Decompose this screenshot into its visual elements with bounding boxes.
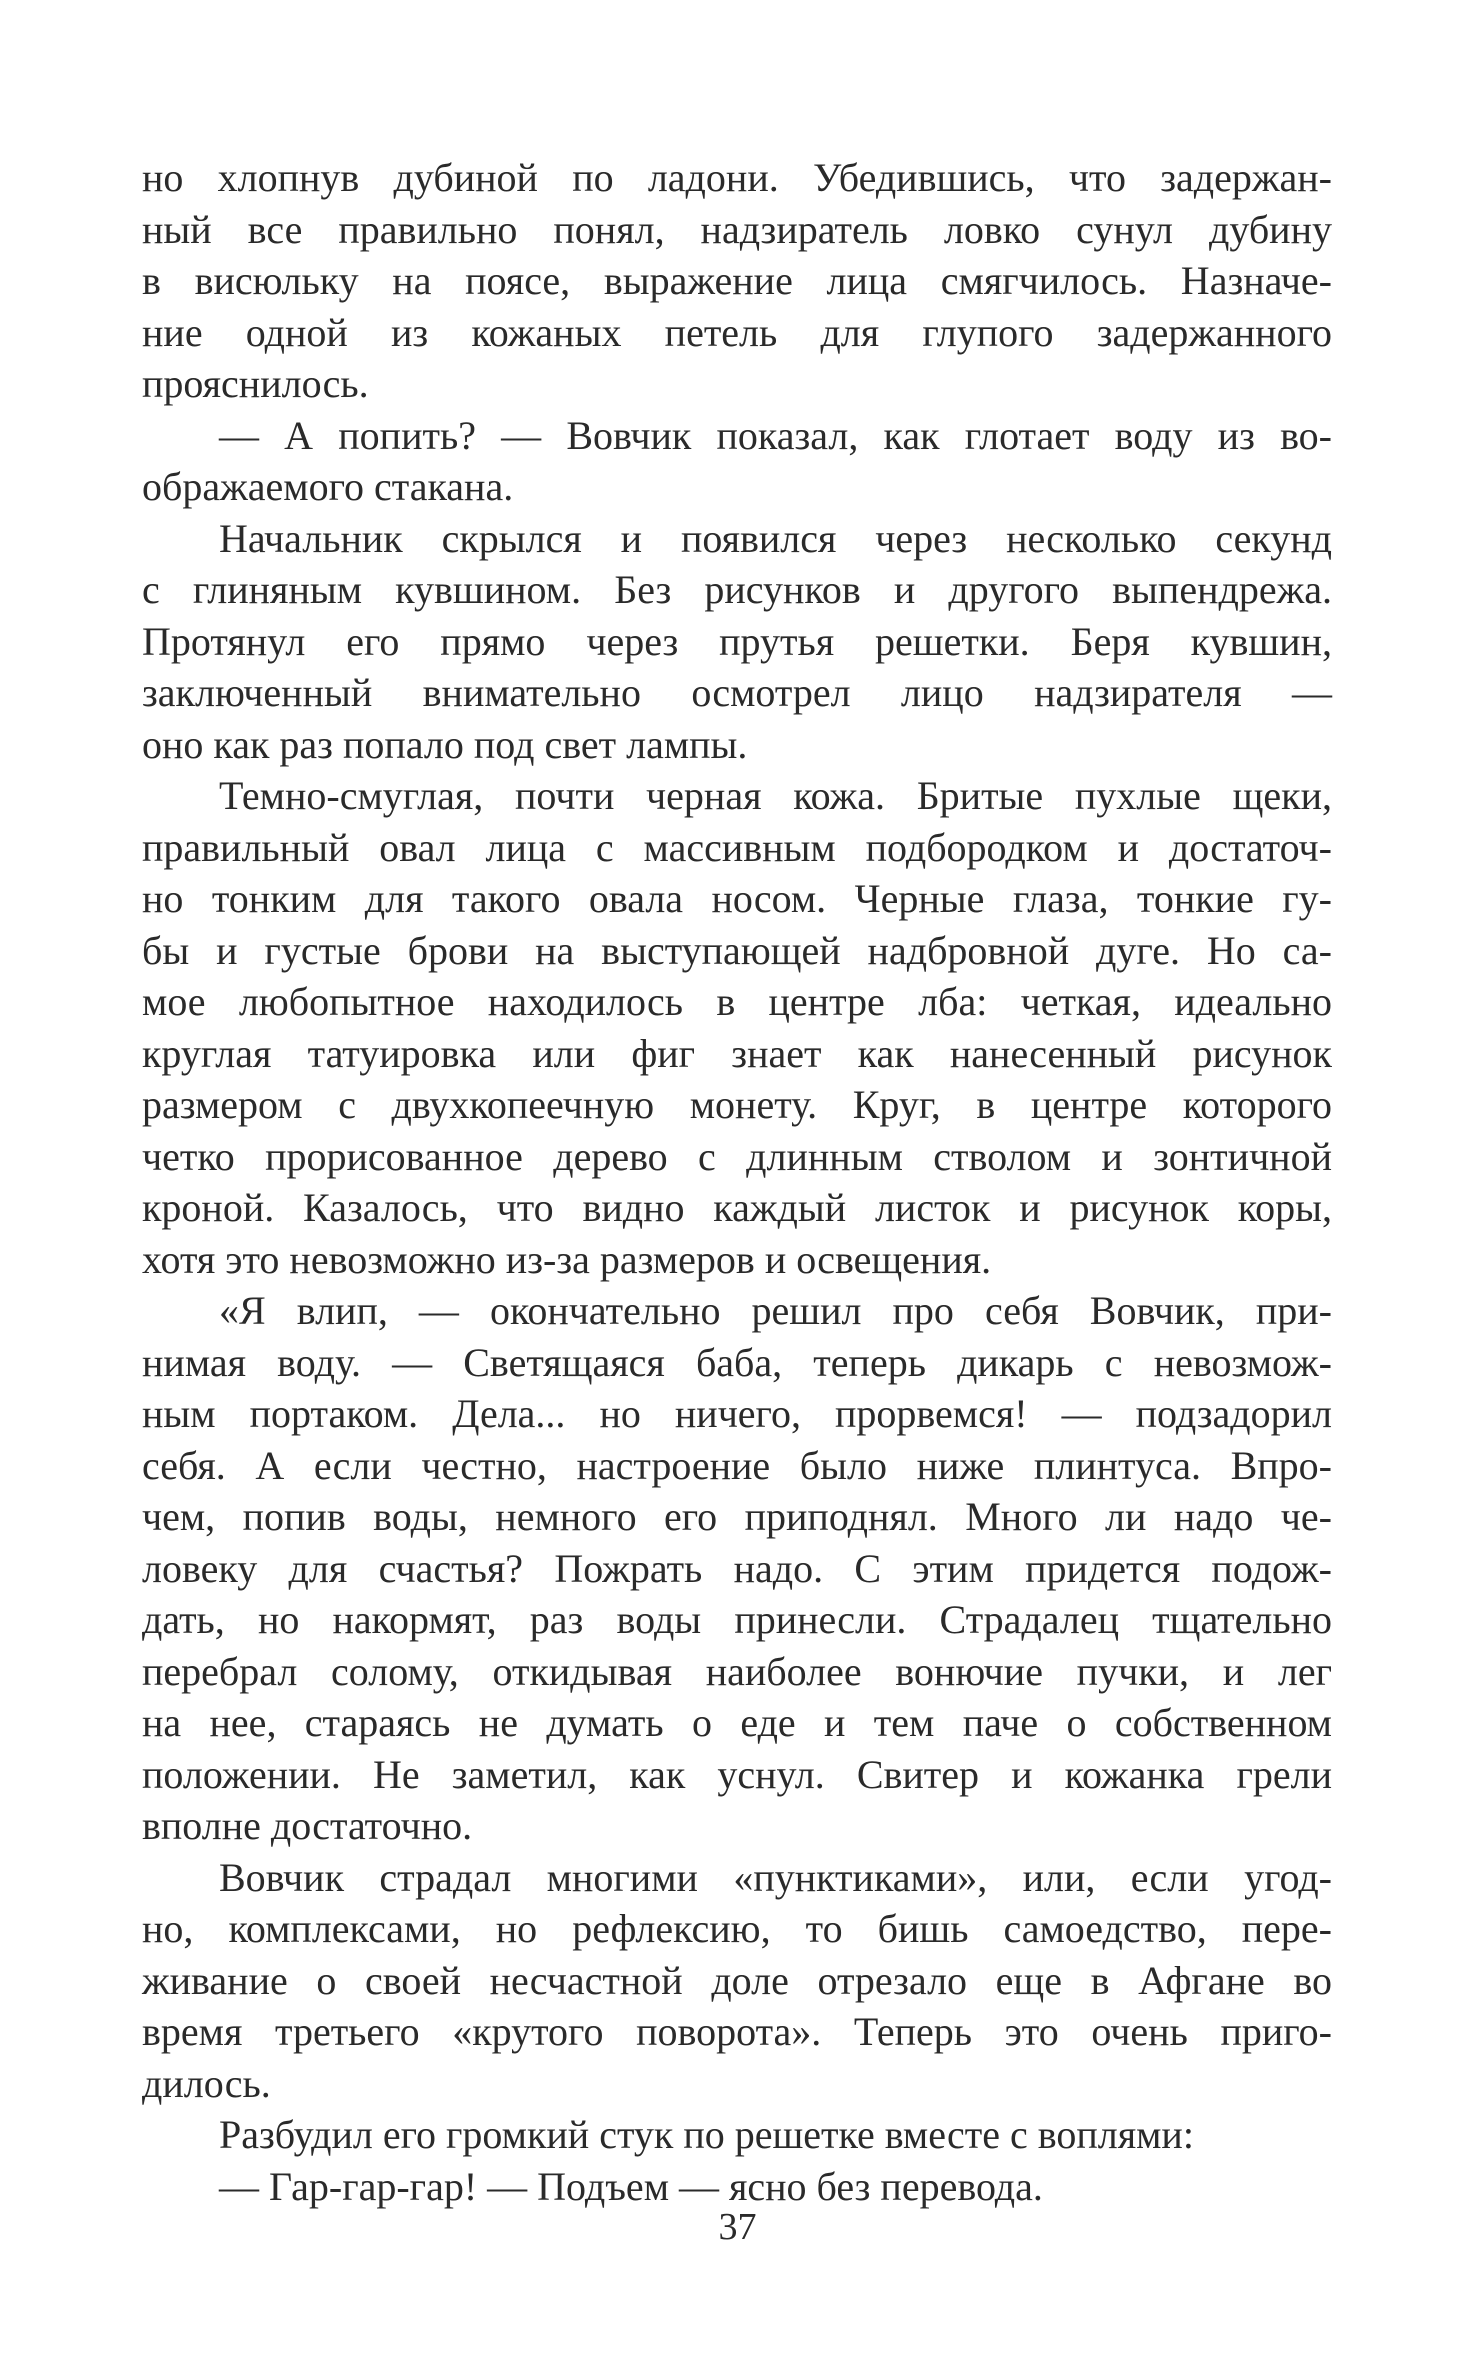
text-line: ный все правильно понял, надзиратель ловко сунул дубину	[142, 206, 1332, 252]
text-line: ловеку для счастья? Пожрать надо. С этим придется подож-	[142, 1545, 1332, 1591]
text-line: «Я влип, — окончательно решил про себя Вовчик, при-	[219, 1288, 1332, 1333]
text-line: четко прорисованное дерево с длинным стволом и зонтичной	[142, 1133, 1332, 1179]
text-line: ние одной из кожаных петель для глупого задержанного	[142, 309, 1332, 355]
text-line: ображаемого стакана.	[142, 464, 514, 509]
text-line: живание о своей несчастной доле отрезало еще в Афгане во	[142, 1957, 1332, 2003]
text-line: мое любопытное находилось в центре лба: четкая, идеально	[142, 979, 1332, 1024]
text-line: дилось.	[142, 2060, 271, 2106]
text-line: перебрал солому, откидывая наиболее вонючие пучки, и лег	[142, 1648, 1332, 1694]
text-line: — Гар-гар-гар! — Подъем — ясно без перевода.	[219, 2163, 1043, 2209]
text-line: Темно-смуглая, почти черная кожа. Бритые пухлые щеки,	[219, 773, 1332, 818]
text-line: в висюльку на поясе, выражение лица смягчилось. Назначе-	[142, 258, 1332, 303]
text-line: оно как раз попало под свет лампы.	[142, 721, 748, 767]
text-line: положении. Не заметил, как уснул. Свитер и кожанка грели	[142, 1751, 1332, 1797]
text-line: вполне достаточно.	[142, 1803, 473, 1848]
text-line: Разбудил его громкий стук по решетке вместе с воплями:	[219, 2112, 1194, 2157]
text-line: хотя это невозможно из-за размеров и освещения.	[142, 1236, 992, 1282]
text-line: на нее, стараясь не думать о еде и тем паче о собственном	[142, 1700, 1332, 1745]
text-line: но, комплексами, но рефлексию, то бишь самоедство, пере-	[142, 1906, 1332, 1951]
text-line: Протянул его прямо через прутья решетки. Беря кувшин,	[142, 618, 1332, 664]
text-line: прояснилось.	[142, 361, 369, 406]
text-line: Начальник скрылся и появился через несколько секунд	[219, 515, 1332, 561]
text-line: заключенный внимательно осмотрел лицо надзирателя —	[142, 670, 1332, 715]
text-line: круглая татуировка или фиг знает как нанесенный рисунок	[142, 1030, 1332, 1076]
text-line: — А попить? — Вовчик показал, как глотает воду из во-	[219, 412, 1332, 458]
page-number: 37	[718, 2206, 757, 2248]
text-line: размером с двухкопеечную монету. Круг, в центре которого	[142, 1082, 1332, 1127]
text-line: ным портаком. Дела... но ничего, прорвемся! — подзадорил	[142, 1391, 1332, 1436]
text-line: чем, попив воды, немного его приподнял. Много ли надо че-	[142, 1494, 1332, 1539]
text-line: время третьего «крутого поворота». Теперь это очень приго-	[142, 2009, 1332, 2054]
body-text	[142, 152, 1332, 2212]
text-line: но тонким для такого овала носом. Черные глаза, тонкие гу-	[142, 876, 1332, 921]
text-line: правильный овал лица с массивным подбородком и достаточ-	[142, 824, 1332, 870]
text-line: с глиняным кувшином. Без рисунков и другого выпендрежа.	[142, 567, 1332, 612]
text-line: дать, но накормят, раз воды принесли. Страдалец тщательно	[142, 1597, 1332, 1642]
text-line: бы и густые брови на выступающей надбровной дуге. Но са-	[142, 927, 1332, 973]
text-line: но хлопнув дубиной по ладони. Убедившись, что задержан-	[142, 155, 1332, 200]
text-line: Вовчик страдал многими «пунктиками», или, если угод-	[219, 1854, 1332, 1900]
text-line: нимая воду. — Светящаяся баба, теперь дикарь с невозмож-	[142, 1339, 1332, 1385]
text-line: себя. А если честно, настроение было ниже плинтуса. Впро-	[142, 1442, 1332, 1488]
text-line: кроной. Казалось, что видно каждый листок и рисунок коры,	[142, 1185, 1332, 1230]
